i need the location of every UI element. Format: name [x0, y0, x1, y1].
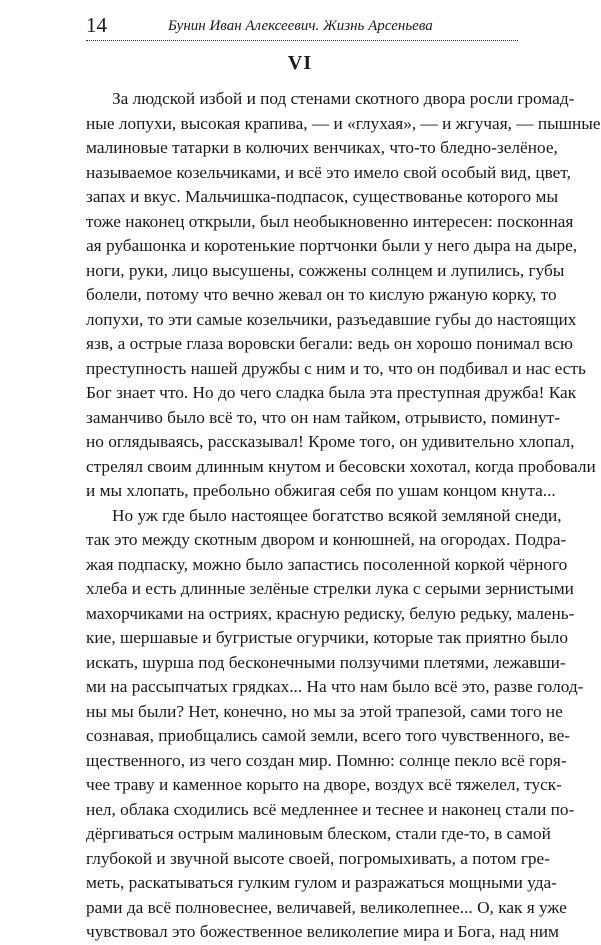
text-line: язв, а острые глаза воровски бегали: ведь он хорошо понимал всю: [86, 334, 573, 353]
text-line: меть, раскатываться гулким гулом и разражаться мощными уда-: [86, 873, 557, 892]
text-line: За людской избой и под стенами скотного двора росли громад-: [112, 89, 575, 108]
text-line: махорчиками на остриях, красную редиску, белую редьку, малень-: [86, 603, 575, 623]
text-line: Бог знает что. Но до чего сладка была эта преступная дружба! Как: [86, 383, 577, 402]
text-line: нел, облака сходились всё медленнее и теснее и наконец стали по-: [86, 799, 575, 819]
text-line: но оглядываясь, рассказывал! Кроме того, он удивительно хлопал,: [86, 432, 575, 451]
text-line: ноги, руки, лицо высушены, сожжены солнцем и лупились, губы: [86, 260, 565, 280]
text-line: называемое козельчиками, и всё это имело свой особый вид, цвет,: [86, 162, 571, 182]
text-line: чее траву и каменное корыто на дворе, воздух всё тяжелел, туск-: [86, 775, 562, 794]
text-line: чувствовал это божественное великолепие мира и Бога, над ним: [86, 922, 559, 941]
text-line: заманчиво было всё то, что он нам тайком, отрывисто, поминут-: [86, 407, 560, 427]
text-line: малиновые татарки в колючих венчиках, что-то бледно-зелёное,: [86, 138, 558, 157]
paragraph: [86, 87, 601, 504]
text-line: запах и вкус. Мальчишка-подпасок, существованье которого мы: [86, 187, 559, 206]
text-line: ные лопухи, высокая крапива, — и «глухая», — и жгучая, — пышные: [86, 113, 601, 133]
text-line: тоже наконец открыли, был необыкновенно интересен: посконная: [86, 211, 574, 231]
text-line: жая подпаску, можно было запастись посоленной коркой чёрного: [86, 554, 568, 574]
text-line: лопухи, то эти самые козельчики, разъедавшие губы до настоящих: [86, 309, 577, 329]
text-line: стрелял своим длинным кнутом и бесовски хохотал, когда пробовали: [86, 456, 596, 476]
text-line: кие, шершавые и бугристые огурчики, которые так приятно было: [86, 628, 569, 647]
text-line: преступность нашей дружбы с ним и то, что он подбивал и нас есть: [86, 358, 586, 378]
page-number: 14: [86, 13, 107, 37]
text-line: сознавая, приобщались самой земли, всего того чувственного, ве-: [86, 726, 571, 745]
text-line: дёргиваться острым малиновым блеском, стали где-то, в самой: [86, 824, 551, 843]
chapter-number: VI: [287, 52, 313, 74]
text-line: щественного, из чего создан мир. Помню: солнце пекло всё горя-: [86, 750, 567, 770]
text-line: хлеба и есть длинные зелёные стрелки лука с серыми зернистыми: [86, 579, 574, 598]
running-title: Бунин Иван Алексеевич. Жизнь Арсеньева: [168, 18, 433, 34]
text-line: ая рубашонка и коротенькие портчонки были у него дыра на дыре,: [86, 236, 578, 255]
text-line: так это между скотным двором и конюшней, на огородах. Подра-: [86, 530, 567, 549]
text-line: ны мы были? Нет, конечно, но мы за этой трапезой, сами того не: [86, 701, 563, 721]
text-line: ми на рассыпчатых грядках... На что нам было всё это, разве голод-: [86, 677, 584, 696]
chapter-body: [86, 87, 601, 945]
text-line: искать, шурша под бесконечными ползучими плетями, лежавши-: [86, 652, 566, 672]
text-line: и мы хлопать, пребольно обжигая себя по ушам концом кнута...: [86, 481, 556, 500]
text-line: рами да всё полновеснее, величавей, великолепнее... О, как я уже: [86, 897, 567, 917]
paragraph: [86, 504, 584, 945]
text-line: глубокой и звучной высоте своей, погромыхивать, а потом гре-: [86, 848, 550, 868]
text-line: Но уж где было настоящее богатство всякой земляной снеди,: [112, 505, 562, 525]
running-header: [86, 10, 518, 41]
text-line: болели, потому что вечно жевал он то кислую ржаную корку, то: [86, 285, 557, 304]
